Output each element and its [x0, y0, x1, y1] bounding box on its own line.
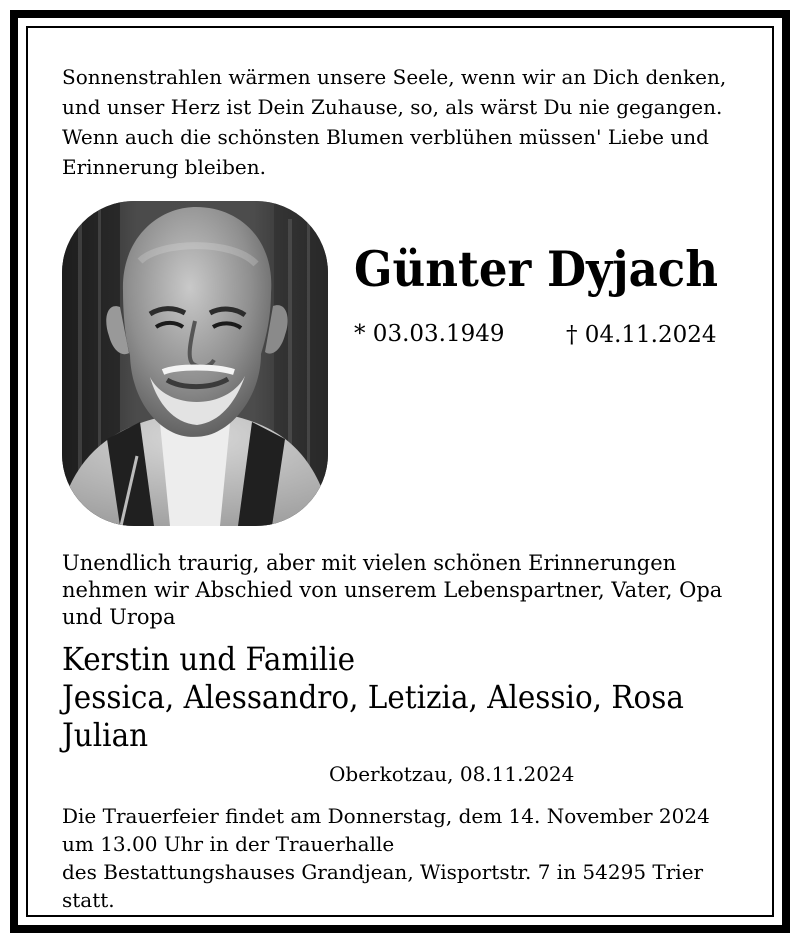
- funeral-information: [62, 802, 762, 914]
- funeral-line: Die Trauerfeier findet am Donnerstag, dem 14. November 2024: [62, 804, 710, 828]
- funeral-line: des Bestattungshauses Grandjean, Wisportstr. 7 in 54295 Trier statt.: [62, 860, 704, 912]
- signer-line: Kerstin und Familie: [62, 640, 356, 678]
- death-date: † 04.11.2024: [566, 322, 717, 348]
- portrait-photo: [62, 201, 328, 526]
- place-date: Oberkotzau, 08.11.2024: [329, 762, 575, 786]
- signer-line: Julian: [62, 716, 149, 754]
- memorial-motto: Sonnenstrahlen wärmen unsere Seele, wenn wir an Dich denken, und unser Herz ist Dein Zuhause, so, als wärst Du nie gegangen. Wenn auch die schönsten Blumen verblühen müssen' Liebe und Erinnerung bleiben.: [62, 65, 727, 179]
- signer-line: Jessica, Alessandro, Letizia, Alessio, Rosa: [62, 678, 684, 716]
- deceased-name: Günter Dyjach: [354, 240, 719, 298]
- funeral-line: um 13.00 Uhr in der Trauerhalle: [62, 832, 395, 856]
- signers-list: [62, 640, 684, 754]
- birth-date: * 03.03.1949: [354, 321, 505, 347]
- mourning-message: Unendlich traurig, aber mit vielen schönen Erinnerungen nehmen wir Abschied von unserem Lebenspartner, Vater, Opa und Uropa: [62, 551, 723, 629]
